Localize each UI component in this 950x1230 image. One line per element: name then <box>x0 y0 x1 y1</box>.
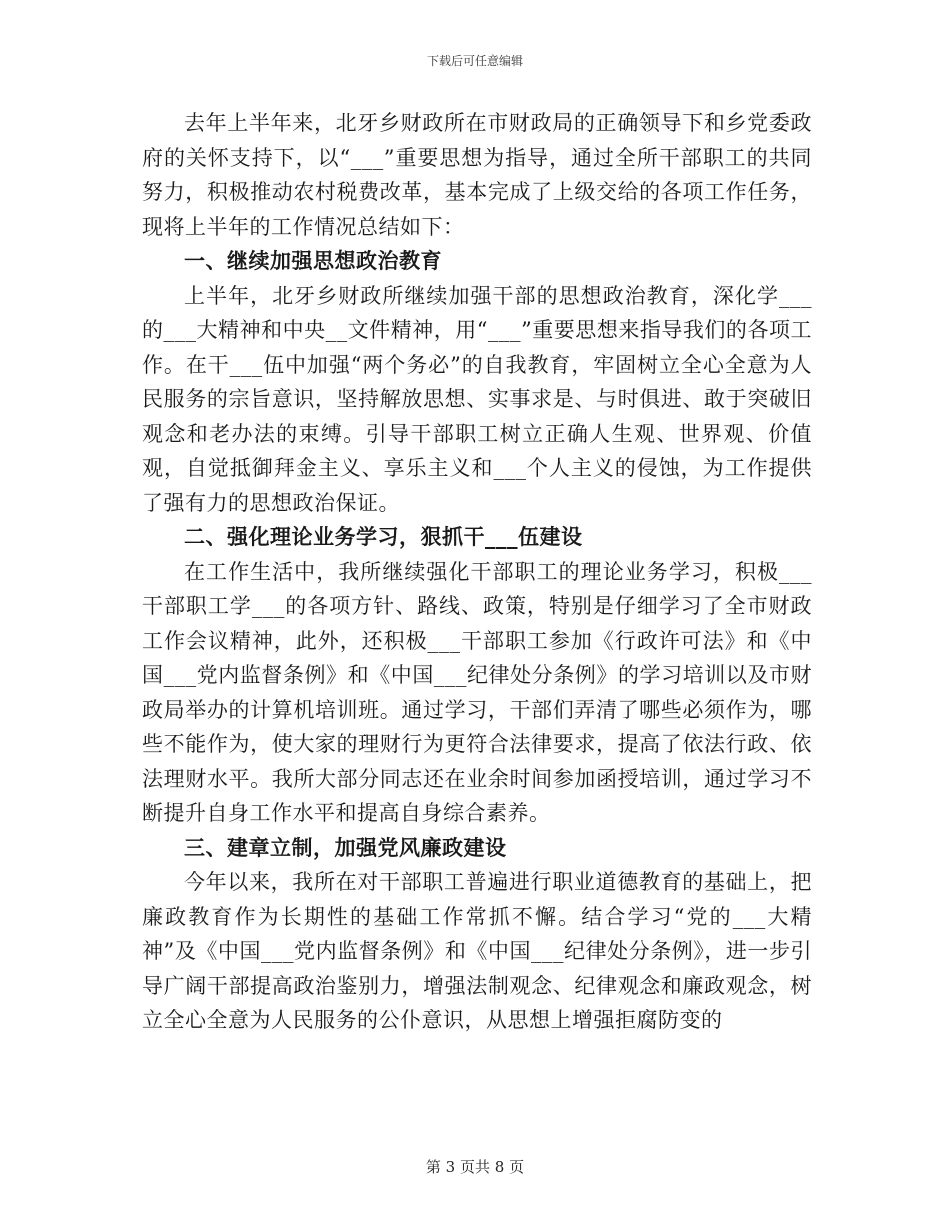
intro-paragraph: 去年上半年来，北牙乡财政所在市财政局的正确领导下和乡党委政府的关怀支持下，以“___”重要思想为指导，通过全所干部职工的共同努力，积极推动农村税费改革，基本完成了上级交给的各项工作任务，现将上半年的工作情况总结如下： <box>142 111 812 239</box>
section-1-paragraph: 上半年，北牙乡财政所继续加强干部的思想政治教育，深化学___的___大精神和中央__文件精神，用“___”重要思想来指导我们的各项工作。在干___伍中加强“两个务必”的自我教育，牢固树立全心全意为人民服务的宗旨意识，坚持解放思想、实事求是、与时俱进、敢于突破旧观念和老办法的束缚。引导干部职工树立正确人生观、世界观、价值观，自觉抵御拜金主义、享乐主义和___个人主义的侵蚀，为工作提供了强有力的思想政治保证。 <box>142 283 812 515</box>
section-3-paragraph: 今年以来，我所在对干部职工普遍进行职业道德教育的基础上，把廉政教育作为长期性的基础工作常抓不懈。结合学习“党的___大精神”及《中国___党内监督条例》和《中国___纪律处分条例》，进一步引导广阔干部提高政治鉴别力，增强法制观念、纪律观念和廉政观念，树立全心全意为人民服务的公仆意识，从思想上增强拒腐防变的 <box>142 870 812 1032</box>
page-header: 下载后可任意编辑 <box>426 54 523 68</box>
document-body <box>142 106 812 1038</box>
page-footer: 第 3 页共 8 页 <box>425 1158 525 1176</box>
section-3-heading: 三、建章立制，加强党风廉政建设 <box>184 835 507 860</box>
section-2-heading: 二、强化理论业务学习，狠抓干___伍建设 <box>184 525 583 549</box>
section-2-paragraph: 在工作生活中，我所继续强化干部职工的理论业务学习，积极___干部职工学___的各项方针、路线、政策，特别是仔细学习了全市财政工作会议精神，此外，还积极___干部职工参加《行政许可法》和《中国___党内监督条例》和《中国___纪律处分条例》的学习培训以及市财政局举办的计算机培训班。通过学习，干部们弄清了哪些必须作为，哪些不能作为，使大家的理财行为更符合法律要求，提高了依法行政、依法理财水平。我所大部分同志还在业余时间参加函授培训，通过学习不断提升自身工作水平和提高自身综合素养。 <box>142 559 812 825</box>
section-1-heading: 一、继续加强思想政治教育 <box>184 249 442 273</box>
